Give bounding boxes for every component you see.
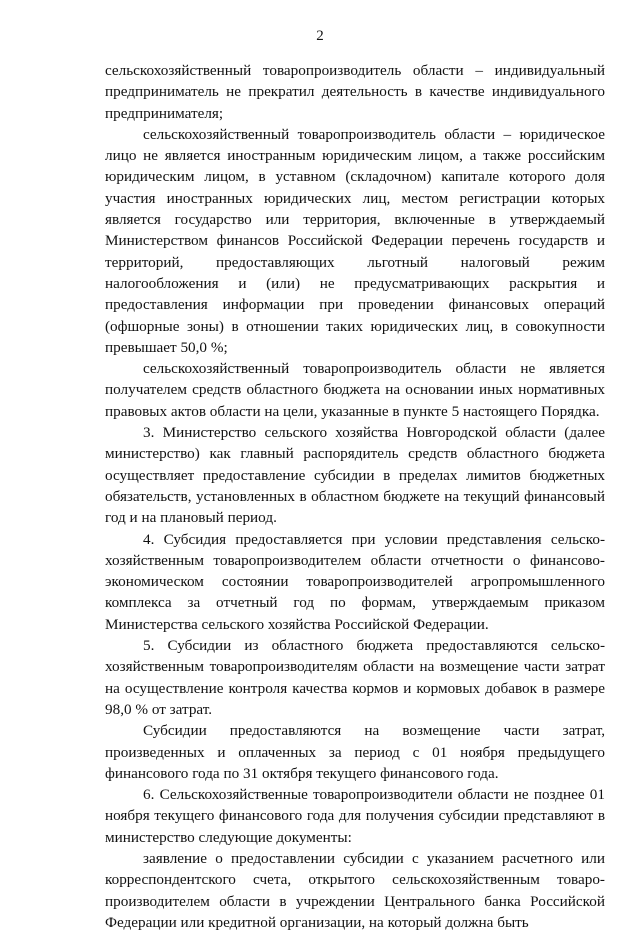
page-number: 2 (316, 28, 324, 44)
paragraph-item-5: 5. Субсидии из областного бюджета предоставляются сельско-хозяйственным товаропроизводителям области на возмещение части затрат на осуществление контроля качества кормов и кормовых добавок в размере 98,0 % от затрат. (105, 637, 605, 718)
paragraph-item-3: 3. Министерство сельского хозяйства Новгородской области (далее министерство) как главный распорядитель средств областного бюджета осуществляет предоставление субсидии в пределах лимитов бюджетных обязательств, установленных в областном бюджете на текущий финансовый год и на плановый период. (105, 424, 605, 527)
paragraph-subsidy-period: Субсидии предоставляются на возмещение части затрат, произведенных и оплаченных за период с 01 ноября предыдущего финансового года по 31 октября текущего финансового года. (105, 722, 605, 782)
document-body (105, 60, 605, 933)
paragraph-item-4: 4. Субсидия предоставляется при условии представления сельско-хозяйственным товаропроизводителем области отчетности о финансово-экономическом состоянии товаропроизводителей агропромышленного комплекса за отчетный год по формам, утверждаемым приказом Министерства сельского хозяйства Российской Федерации. (105, 530, 605, 633)
paragraph-entrepreneur-condition: сельскохозяйственный товаропроизводитель области – индивидуальный предприниматель не прекратил деятельность в качестве индивидуального предпринимателя; (105, 62, 605, 122)
paragraph-not-recipient-condition: сельскохозяйственный товаропроизводитель области не является получателем средств областного бюджета на основании иных нормативных правовых актов области на цели, указанные в пункте 5 настоящего Порядка. (105, 360, 605, 420)
paragraph-legal-entity-condition: сельскохозяйственный товаропроизводитель области – юридическое лицо не является иностранным юридическим лицом, а также российским юридическим лицом, в уставном (складочном) капитале которого доля участия иностранных юридических лиц, местом регистрации которых является государство или территория, включенные в утверждаемый Министерством финансов Российской Федерации перечень государств и территорий, предоставляющих льготный налоговый режим налогообложения и (или) не предусматривающих раскрытия и предоставления информации при проведении финансовых операций (офшорные зоны) в отношении таких юридических лиц, в совокупности превышает 50,0 %; (105, 125, 605, 356)
paragraph-item-6: 6. Сельскохозяйственные товаропроизводители области не позднее 01 ноября текущего финансового года для получения субсидии представляют в министерство следующие документы: (105, 786, 605, 846)
paragraph-application: заявление о предоставлении субсидии с указанием расчетного или корреспондентского счета, открытого сельскохозяйственным товаро-производителем области в учреждении Центрального банка Российской Федерации или кредитной организации, на который должна быть (105, 849, 605, 931)
